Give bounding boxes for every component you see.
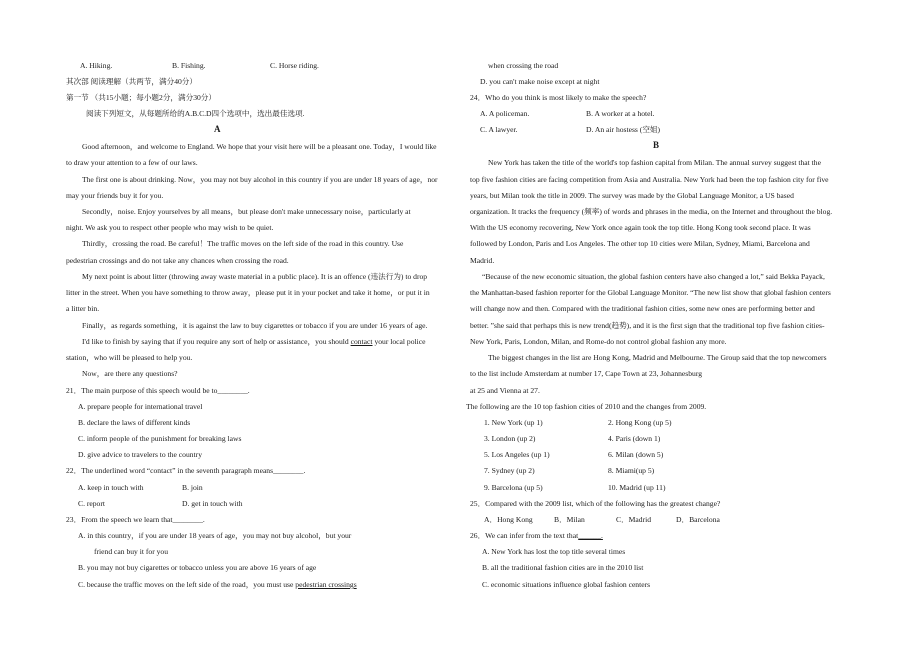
- passage-b-line: With the US economy recovering, New York once again took the top title. Hong Kong took second place. It was: [470, 223, 811, 232]
- q25-option: D．Barcelona: [676, 515, 720, 524]
- passage-b-line: The biggest changes in the list are Hong Kong, Madrid and Melbourne. The Group said that the top newcomers: [488, 353, 827, 362]
- q22-option: D. get in touch with: [182, 499, 243, 508]
- q20-option-a: A. Hiking.: [80, 61, 113, 70]
- city-list-item: 7. Sydney (up 2): [484, 466, 535, 475]
- passage-a-line: Thirdly，crossing the road. Be careful！The traffic moves on the left side of the road in this country. Use: [82, 239, 404, 248]
- q23-option-c-text: C. because the traffic moves on the left side of the road，you must use: [78, 580, 294, 589]
- passage-b-line: The following are the 10 top fashion cities of 2010 and the changes from 2009.: [466, 402, 707, 411]
- q23-option-c-cont: when crossing the road: [488, 61, 559, 70]
- passage-b-line: years, but Milan took the title in 2009. The survey was made by the Global Language Monitor, a US based: [470, 191, 794, 200]
- q24-option: D. An air hostess (空姐): [586, 125, 661, 134]
- reading-instructions: 阅读下列短文，从每题所给的A.B.C.D四个选项中，选出最佳选项.: [86, 109, 305, 118]
- passage-b-heading: B: [653, 140, 660, 150]
- q23-option-c-underlined: pedestrian crossings: [295, 580, 357, 589]
- q26-blank: ______.: [578, 531, 603, 540]
- q24-option: C. A lawyer.: [480, 125, 518, 134]
- passage-a-line: My next point is about litter (throwing away waste material in a public place). It is an offence (违法行为) to drop: [82, 272, 428, 281]
- passage-a-line: Secondly，noise. Enjoy yourselves by all means，but please don't make unnecessary noise，particularly at: [82, 207, 411, 216]
- passage-a-line: may your friends buy it for you.: [66, 191, 164, 200]
- city-list-item: 3. London (up 2): [484, 434, 536, 443]
- passage-a-line: Now，are there any questions?: [82, 369, 178, 378]
- passage-a-line: The first one is about drinking. Now，you may not buy alcohol in this country if you are under 18 years of age，nor: [82, 175, 438, 184]
- q25-stem: 25．Compared with the 2009 list, which of the following has the greatest change?: [470, 499, 721, 508]
- q24-option: B. A worker at a hotel.: [586, 109, 655, 118]
- q23-option: [78, 580, 357, 590]
- passage-a-text: I'd like to finish by saying that if you require any sort of help or assistance，you should: [82, 337, 349, 346]
- q21-option: C. inform people of the punishment for breaking laws: [78, 434, 242, 443]
- q23-option-cont: friend can buy it for you: [94, 547, 169, 556]
- passage-a-line: night. We ask you to respect other people who may wish to be quiet.: [66, 223, 274, 232]
- passage-b-line: organization. It tracks the frequency (频率) of words and phrases in the media, on the Internet and throughout the blog.: [470, 207, 833, 216]
- passage-b-line: Madrid.: [470, 256, 495, 265]
- q20-option-c: C. Horse riding.: [270, 61, 319, 70]
- passage-a-line: [82, 337, 425, 347]
- q23-option: A. in this country，if you are under 18 years of age，you may not buy alcohol，but your: [78, 531, 352, 540]
- city-list-item: 5. Los Angeles (up 1): [484, 450, 550, 459]
- passage-a-line: a litter bin.: [66, 304, 100, 313]
- q25-option: C．Madrid: [616, 515, 652, 524]
- section-one-title: 第一节 （共15小题；每小题2分，满分30分）: [66, 93, 216, 102]
- city-list-item: 6. Milan (down 5): [608, 450, 664, 459]
- passage-b-line: “Because of the new economic situation, the global fashion centers have also changed a lot,” said Bekka Payack,: [482, 272, 825, 281]
- q26-option: B. all the traditional fashion cities are in the 2010 list: [482, 563, 644, 572]
- passage-a-line: to draw your attention to a few of our laws.: [66, 158, 198, 167]
- passage-b-line: followed by London, Paris and Los Angeles. The other top 10 cities were Milan, Sydney, Miami, Barcelona and: [470, 239, 810, 248]
- q22-stem: 22．The underlined word “contact” in the seventh paragraph means________.: [66, 466, 306, 475]
- q26-stem-text: 26．We can infer from the text that: [470, 531, 579, 540]
- city-list-item: 1. New York (up 1): [484, 418, 543, 427]
- q22-option: C. report: [78, 499, 105, 508]
- passage-b-line: better. ”she said that perhaps this is new trend(趋势), and it is the first sign that the traditional top five fashion cities-: [470, 321, 825, 330]
- q24-stem: 24．Who do you think is most likely to make the speech?: [470, 93, 647, 102]
- city-list-item: 4. Paris (down 1): [608, 434, 661, 443]
- q22-option: A. keep in touch with: [78, 483, 144, 492]
- q20-option-b: B. Fishing.: [172, 61, 206, 70]
- q23-option-d: D. you can't make noise except at night: [480, 77, 600, 86]
- passage-a-line: pedestrian crossings and do not take any chances when crossing the road.: [66, 256, 289, 265]
- passage-b-line: New York has taken the title of the world's top fashion capital from Milan. The annual survey suggest that the: [488, 158, 821, 167]
- q26-option: A. New York has lost the top title several times: [482, 547, 626, 556]
- q26-option: C. economic situations influence global fashion centers: [482, 580, 651, 589]
- part-two-title: 其次部 阅读理解（共两节，满分40分）: [66, 77, 197, 86]
- passage-b-line: the Manhattan-based fashion reporter for the Global Language Monitor. “The new list show that global fashion centers: [470, 288, 831, 297]
- passage-b-line: will change now and then. Compared with the traditional fashion cities, some new ones are performing better and: [470, 304, 815, 313]
- passage-a-line: Good afternoon，and welcome to England. We hope that your visit here will be a pleasant one. Today，I would like: [82, 142, 437, 151]
- passage-a-heading: A: [214, 124, 221, 134]
- q21-stem: 21．The main purpose of this speech would be to________.: [66, 386, 250, 395]
- passage-a-text: your local police: [374, 337, 426, 346]
- q25-option: A．Hong Kong: [484, 515, 533, 524]
- q24-option: A. A policeman.: [480, 109, 530, 118]
- passage-a-line: litter in the street. When you have something to throw away，please put it in your pocket and take it home，or put it in: [66, 288, 430, 297]
- passage-b-line: at 25 and Vienna at 27.: [470, 386, 540, 395]
- passage-a-line: station，who will be pleased to help you.: [66, 353, 193, 362]
- underlined-word-contact: contact: [350, 337, 373, 346]
- q21-option: A. prepare people for international travel: [78, 402, 203, 411]
- city-list-item: 2. Hong Kong (up 5): [608, 418, 672, 427]
- city-list-item: 10. Madrid (up 11): [608, 483, 666, 492]
- q26-stem: [470, 531, 603, 541]
- q23-option: B. you may not buy cigarettes or tobacco unless you are above 16 years of age: [78, 563, 317, 572]
- q22-option: B. join: [182, 483, 203, 492]
- passage-a-line: Finally，as regards something，it is against the law to buy cigarettes or tobacco if you are under 16 years of age.: [82, 321, 428, 330]
- q25-option: B．Milan: [554, 515, 585, 524]
- city-list-item: 8. Miami(up 5): [608, 466, 655, 475]
- q21-option: D. give advice to travelers to the country: [78, 450, 202, 459]
- passage-b-line: to the list include Amsterdam at number 17, Cape Town at 23, Johannesburg: [470, 369, 703, 378]
- q23-stem: 23．From the speech we learn that________.: [66, 515, 205, 524]
- passage-b-line: top five fashion cities are facing competition from Asia and Australia. New York had been the top fashion city for five: [470, 175, 829, 184]
- passage-b-line: New York, Paris, London, Milan, and Rome-do not control global fashion any more.: [470, 337, 727, 346]
- city-list-item: 9. Barcelona (up 5): [484, 483, 543, 492]
- q21-option: B. declare the laws of different kinds: [78, 418, 191, 427]
